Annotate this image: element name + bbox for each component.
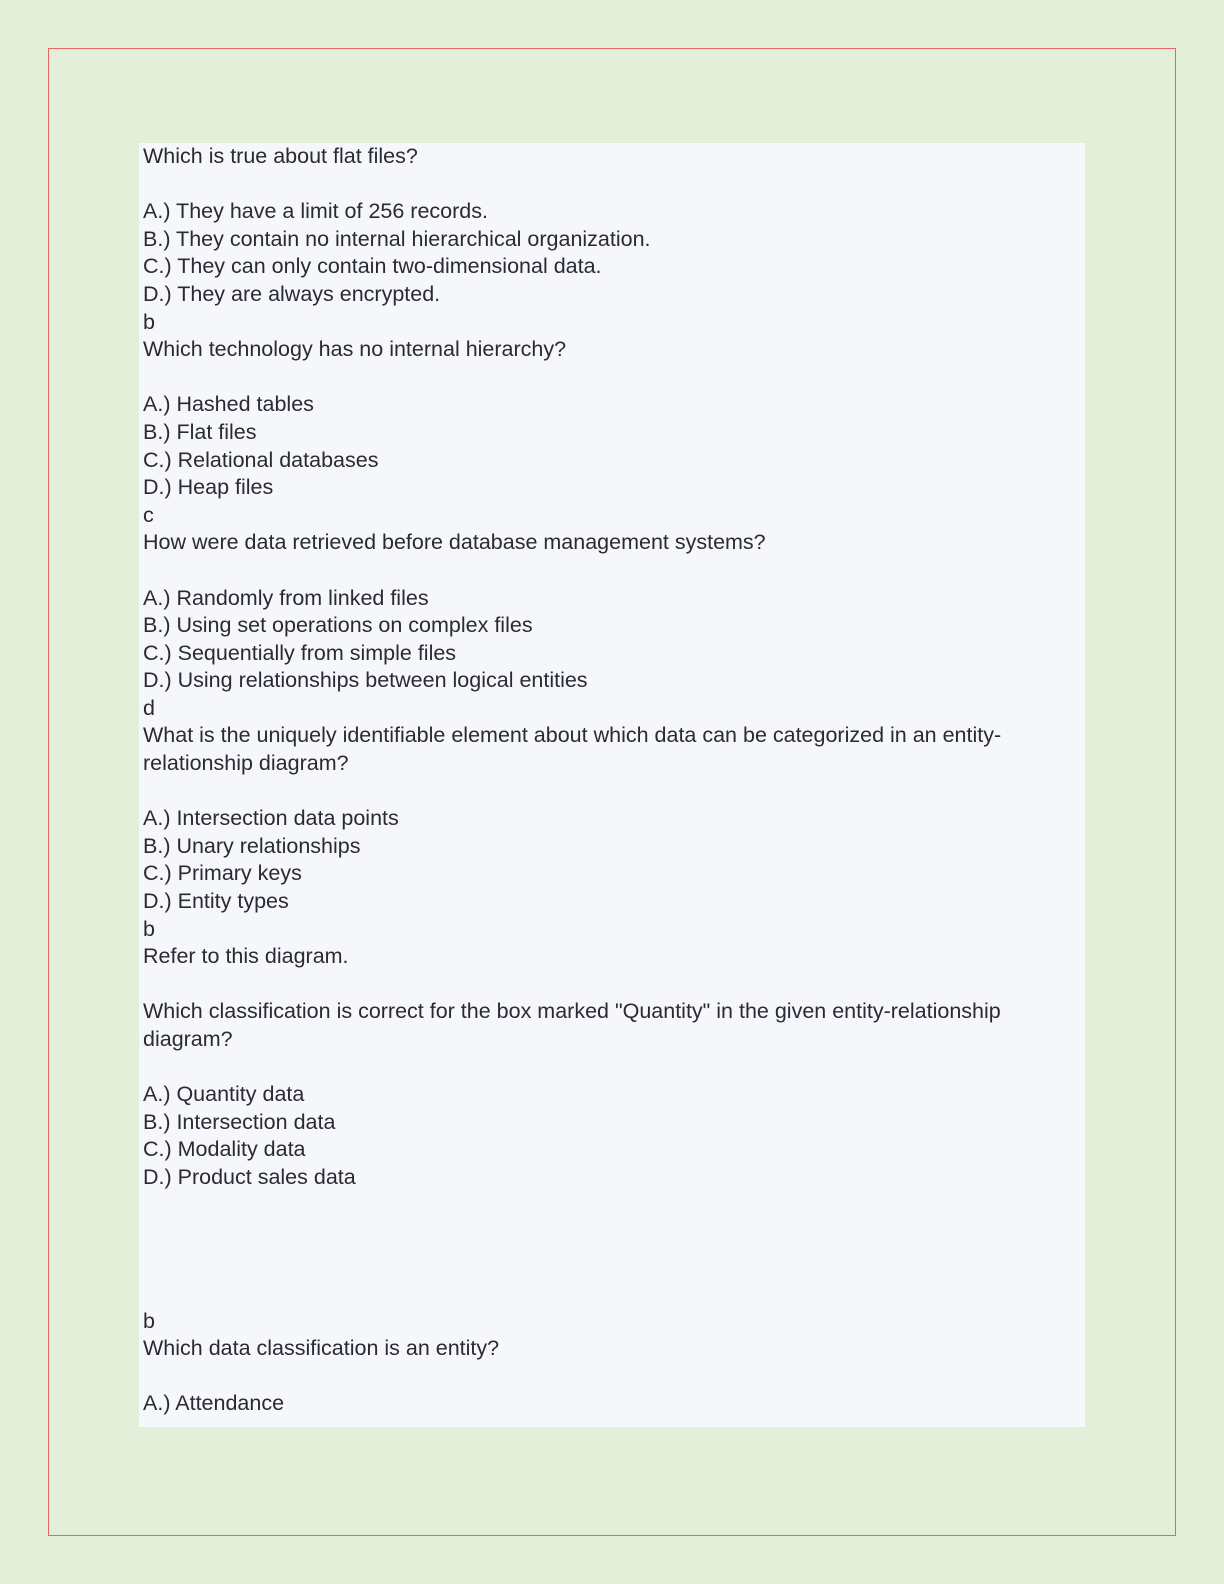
- blank-line: [143, 171, 1081, 199]
- option: B.) They contain no internal hierarchical organization.: [143, 226, 651, 251]
- option: C.) Sequentially from simple files: [143, 640, 457, 665]
- option: A.) Hashed tables: [143, 392, 314, 417]
- question-stem: How were data retrieved before database management systems?: [143, 530, 766, 555]
- question-stem: Which technology has no internal hierarchy?: [143, 337, 567, 362]
- question-stem: Which data classification is an entity?: [143, 1336, 500, 1361]
- blank-line: [143, 364, 1081, 392]
- option: B.) Intersection data: [143, 1109, 336, 1134]
- option: D.) Entity types: [143, 889, 289, 914]
- question-stem: Which is true about flat files?: [143, 144, 418, 168]
- blank-line: [143, 1054, 1081, 1082]
- diagram-placeholder: [143, 1192, 1081, 1308]
- option: B.) Flat files: [143, 419, 257, 444]
- option: B.) Unary relationships: [143, 833, 361, 858]
- blank-line: [143, 1363, 1081, 1391]
- option: D.) Using relationships between logical entities: [143, 668, 588, 693]
- question-stem: What is the uniquely identifiable element about which data can be categorized in an entity-relationship diagram?: [143, 723, 1002, 776]
- blank-line: [143, 778, 1081, 806]
- option: A.) They have a limit of 256 records.: [143, 199, 488, 224]
- option: C.) They can only contain two-dimensional data.: [143, 254, 602, 279]
- option: C.) Modality data: [143, 1137, 306, 1162]
- blank-line: [143, 971, 1081, 999]
- option: C.) Primary keys: [143, 861, 302, 886]
- option: D.) Product sales data: [143, 1164, 356, 1189]
- option: A.) Quantity data: [143, 1082, 305, 1107]
- option: B.) Using set operations on complex files: [143, 613, 533, 638]
- answer: b: [143, 1308, 155, 1333]
- option: C.) Relational databases: [143, 447, 379, 472]
- option: D.) Heap files: [143, 475, 274, 500]
- option: D.) They are always encrypted.: [143, 281, 441, 306]
- option: A.) Intersection data points: [143, 806, 399, 831]
- question-stem: Which classification is correct for the box marked "Quantity" in the given entity-relationship diagram?: [143, 999, 1001, 1051]
- question-intro: Refer to this diagram.: [143, 944, 349, 969]
- answer: b: [143, 309, 155, 334]
- answer: c: [143, 502, 154, 527]
- answer: d: [143, 695, 155, 720]
- option: A.) Randomly from linked files: [143, 585, 429, 610]
- blank-line: [143, 557, 1081, 585]
- answer: b: [143, 916, 155, 941]
- document-body: [139, 143, 1085, 1427]
- option: A.) Attendance: [143, 1391, 285, 1416]
